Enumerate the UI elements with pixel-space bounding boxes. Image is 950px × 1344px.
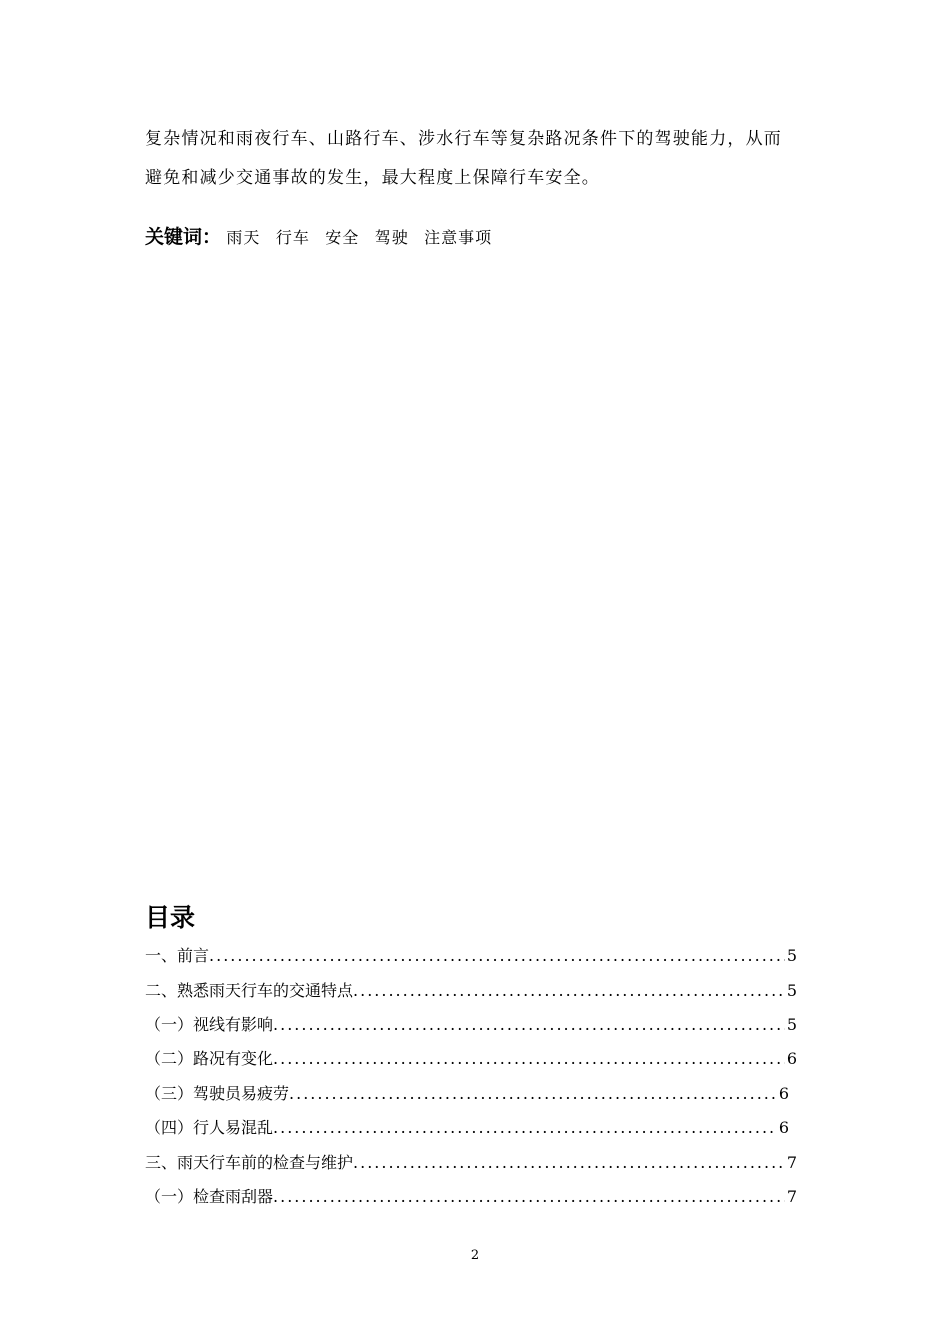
toc-entry-page: 6 [778,1084,789,1103]
toc-entry-page: 5 [786,946,797,965]
toc-entry[interactable] [145,1048,797,1070]
keywords-label: 关键词： [145,226,222,248]
toc-entry-page: 7 [786,1187,797,1206]
toc-entry-label: （一）视线有影响 [145,1015,274,1034]
toc-entry-label: 一、前言 [145,946,210,965]
keyword-term: 行车 [275,228,310,247]
toc-leader-dots [273,1186,785,1208]
toc-entry[interactable] [145,1152,797,1174]
toc-entry-label: （四）行人易混乱 [145,1118,274,1137]
toc-leader-dots [353,1152,785,1174]
keyword-term: 安全 [325,228,360,247]
toc-leader-dots [289,1083,777,1105]
keyword-term: 驾驶 [374,228,409,247]
toc-entry-page: 6 [786,1049,797,1068]
toc-entry-label: （三）驾驶员易疲劳 [145,1084,290,1103]
keyword-term: 注意事项 [424,228,493,247]
toc-entry[interactable] [145,980,797,1002]
toc-leader-dots [273,1117,777,1139]
toc-leader-dots [353,980,785,1002]
toc-entry[interactable] [145,1186,797,1208]
toc-entry-page: 7 [786,1153,797,1172]
toc-entry[interactable] [145,1117,789,1139]
toc-entry-page: 5 [786,981,797,1000]
toc-leader-dots [273,1014,785,1036]
keyword-term: 雨天 [226,228,261,247]
toc-entry-label: 三、雨天行车前的检查与维护 [145,1153,354,1172]
page-number: 2 [470,1248,480,1263]
toc-entry-label: （二）路况有变化 [145,1049,274,1068]
toc-entry-page: 5 [786,1015,797,1034]
abstract-line-2: 避免和减少交通事故的发生，最大程度上保障行车安全。 [145,168,600,188]
toc-leader-dots [209,945,785,967]
toc-entry[interactable] [145,1014,797,1036]
toc-entry[interactable] [145,1083,789,1105]
toc-entry-page: 6 [778,1118,789,1137]
abstract-line-1: 复杂情况和雨夜行车、山路行车、涉水行车等复杂路况条件下的驾驶能力，从而 [145,129,782,149]
toc-leader-dots [273,1048,785,1070]
toc-entry[interactable] [145,945,797,967]
toc-entry-label: （一）检查雨刮器 [145,1187,274,1206]
toc-entry-label: 二、熟悉雨天行车的交通特点 [145,981,354,1000]
keywords-line [145,222,502,249]
toc-title: 目录 [145,903,196,932]
